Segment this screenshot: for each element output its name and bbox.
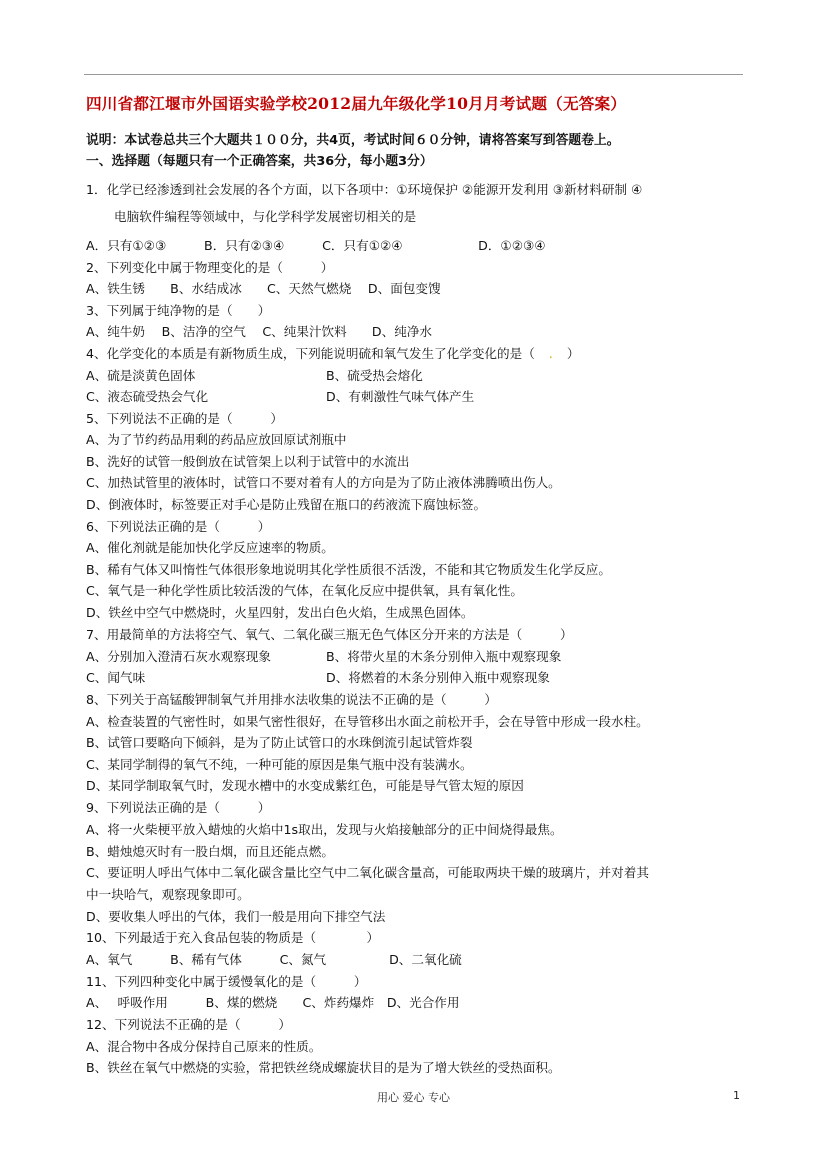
q10-options: A、氧气 B、稀有气体 C、氮气 D、二氧化硫 <box>86 952 462 967</box>
q12-option-b: B、铁丝在氧气中燃烧的实验，常把铁丝绕成螺旋状目的是为了增大铁丝的受热面积。 <box>86 1060 561 1075</box>
q5-option-b: B、洗好的试管一般倒放在试管架上以利于试管中的水流出 <box>86 454 410 469</box>
exam-note: 说明：本试卷总共三个大题共１００分，共4页，考试时间６０分钟，请将答案写到答题卷上。 <box>86 133 620 148</box>
page-footer: 用心 爱心 专心 <box>377 1091 450 1104</box>
q8-option-c: C、某同学制得的氧气不纯，一种可能的原因是集气瓶中没有装满水。 <box>86 757 473 772</box>
q11-options: A、 呼吸作用 B、煤的燃烧 C、炸药爆炸 D、光合作用 <box>86 995 460 1010</box>
q9-option-a: A、将一火柴梗平放入蜡烛的火焰中1s取出，发现与火焰接触部分的正中间烧得最焦。 <box>86 822 563 837</box>
q12-option-a: A、混合物中各成分保持自己原来的性质。 <box>86 1039 322 1054</box>
q4-option-c: C、液态硫受热会气化 <box>86 389 209 404</box>
q3-options: A、纯牛奶 B、洁净的空气 C、纯果汁饮料 D、纯净水 <box>86 324 433 339</box>
q4-option-row2 <box>86 388 475 406</box>
q3-stem: 3、下列属于纯净物的是（ ） <box>86 303 271 318</box>
q1-stem: 1．化学已经渗透到社会发展的各个方面，以下各项中：①环境保护 ②能源开发利用 ③新材料研制 ④ <box>86 182 643 197</box>
q4-option-b: B、硫受热会熔化 <box>326 368 423 383</box>
q9-stem: 9、下列说法正确的是（ ） <box>86 800 271 815</box>
q9-option-d: D、要收集人呼出的气体，我们一般是用向下排空气法 <box>86 909 386 924</box>
q1-stem-cont: 电脑软件编程等领域中，与化学科学发展密切相关的是 <box>114 209 417 224</box>
q9-option-c: C、要证明人呼出气体中二氧化碳含量比空气中二氧化碳含量高，可能取两块干燥的玻璃片，并对着其 <box>86 865 649 880</box>
q7-option-b: B、将带火星的木条分别伸入瓶中观察现象 <box>326 649 562 664</box>
q8-option-b: B、试管口要略向下倾斜，是为了防止试管口的水珠倒流引起试管炸裂 <box>86 735 473 750</box>
q7-option-c: C、闻气味 <box>86 670 146 685</box>
q4-option-row1 <box>86 367 423 385</box>
section-heading: 一、选择题（每题只有一个正确答案，共36分，每小题3分） <box>86 154 433 169</box>
q6-option-d: D、铁丝中空气中燃烧时，火星四射，发出白色火焰，生成黑色固体。 <box>86 605 474 620</box>
q7-option-row2 <box>86 669 550 687</box>
q4-stem-text: 4、化学变化的本质是有新物质生成，下列能说明硫和氧气发生了化学变化的是（ <box>86 346 535 361</box>
q7-option-row1 <box>86 648 562 666</box>
q8-option-d: D、某同学制取氧气时，发现水槽中的水变成紫红色，可能是导气管太短的原因 <box>86 778 524 793</box>
q8-stem: 8、下列关于高锰酸钾制氧气并用排水法收集的说法不正确的是（ ） <box>86 692 498 707</box>
stray-dot: . <box>548 346 553 361</box>
q5-stem: 5、下列说法不正确的是（ ） <box>86 411 283 426</box>
q4-option-d: D、有刺激性气味气体产生 <box>326 389 475 404</box>
q4-stem <box>86 345 579 363</box>
q6-option-c: C、氧气是一种化学性质比较活泼的气体，在氧化反应中提供氧，具有氧化性。 <box>86 583 523 598</box>
q7-option-d: D、将燃着的木条分别伸入瓶中观察现象 <box>326 670 550 685</box>
q11-stem: 11、下列四种变化中属于缓慢氧化的是（ ） <box>86 974 367 989</box>
q7-stem: 7、用最简单的方法将空气、氧气、二氧化碳三瓶无色气体区分开来的方法是（ ） <box>86 627 573 642</box>
q5-option-c: C、加热试管里的液体时，试管口不要对着有人的方向是为了防止液体沸腾喷出伤人。 <box>86 475 561 490</box>
q4-option-a: A、硫是淡黄色固体 <box>86 368 196 383</box>
q4-close-paren: ） <box>566 346 580 361</box>
page-number: 1 <box>733 1089 740 1102</box>
q10-stem: 10、下列最适于充入食品包装的物质是（ ） <box>86 930 380 945</box>
q8-option-a: A、检查装置的气密性时，如果气密性很好，在导管移出水面之前松开手，会在导管中形成一段水柱。 <box>86 714 649 729</box>
q2-options: A、铁生锈 B、水结成冰 C、天然气燃烧 D、面包变馊 <box>86 281 441 296</box>
q6-option-b: B、稀有气体又叫惰性气体很形象地说明其化学性质很不活泼，不能和其它物质发生化学反应。 <box>86 562 611 577</box>
q9-option-b: B、蜡烛熄灭时有一股白烟，而且还能点燃。 <box>86 844 334 859</box>
q6-stem: 6、下列说法正确的是（ ） <box>86 519 271 534</box>
q5-option-d: D、倒液体时，标签要正对手心是防止残留在瓶口的药液流下腐蚀标签。 <box>86 497 487 512</box>
q6-option-a: A、催化剂就是能加快化学反应速率的物质。 <box>86 540 334 555</box>
q5-option-a: A、为了节约药品用剩的药品应放回原试剂瓶中 <box>86 432 347 447</box>
header-rule <box>84 74 743 75</box>
q9-option-c-cont: 中一块哈气，观察现象即可。 <box>86 887 250 902</box>
q12-stem: 12、下列说法不正确的是（ ） <box>86 1017 291 1032</box>
q1-options: A．只有①②③ B．只有②③④ C．只有①②④ D．①②③④ <box>86 238 546 253</box>
page-title: 四川省都江堰市外国语实验学校2012届九年级化学10月月考试题（无答案） <box>86 94 627 113</box>
q2-stem: 2、下列变化中属于物理变化的是（ ） <box>86 260 334 275</box>
q7-option-a: A、分别加入澄清石灰水观察现象 <box>86 649 271 664</box>
